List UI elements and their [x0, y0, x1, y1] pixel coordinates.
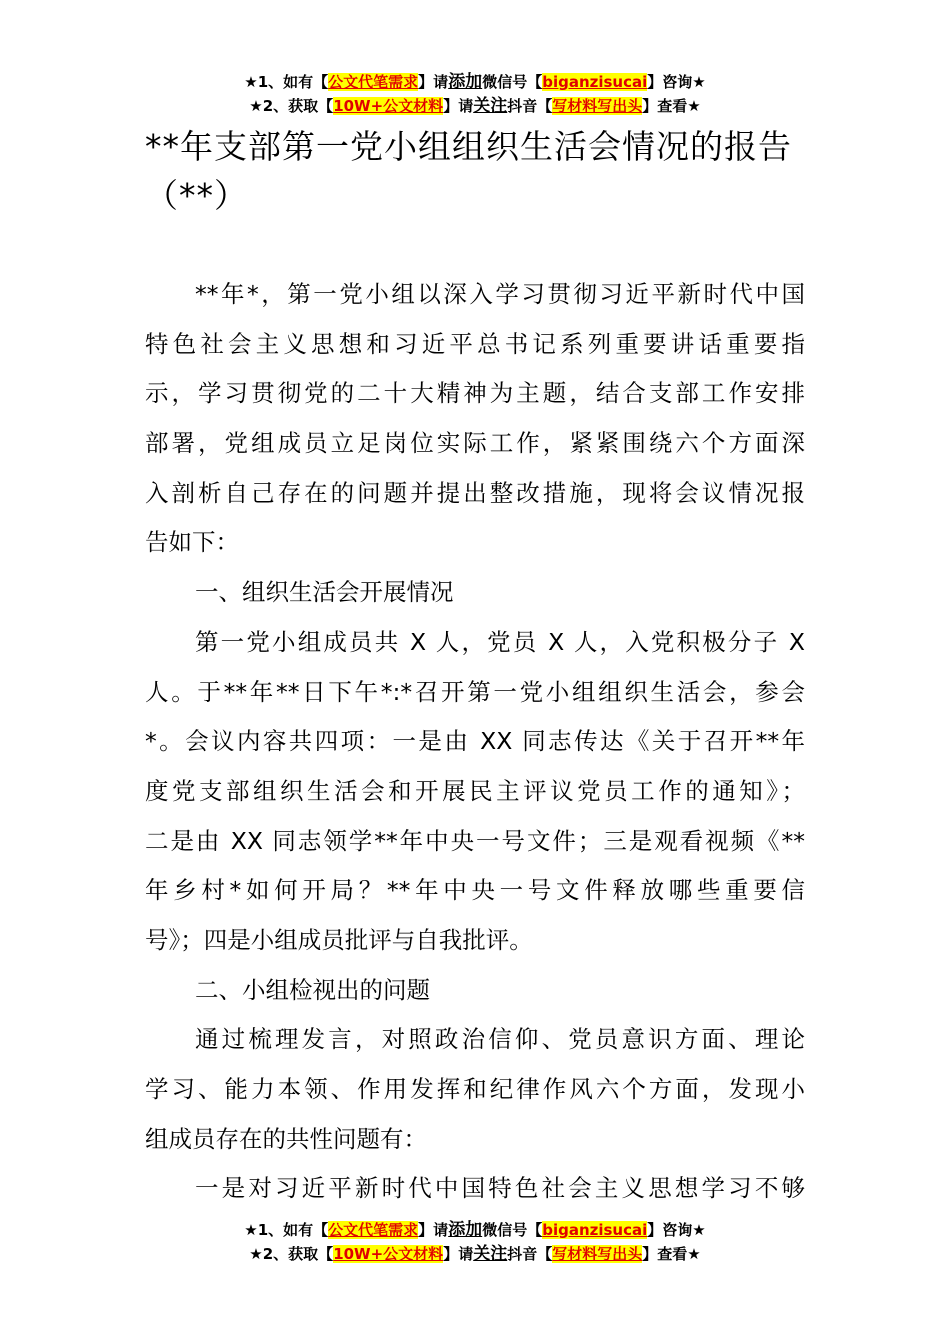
promo-highlight: 公文代笔需求 — [328, 73, 419, 91]
document-body — [145, 270, 805, 1214]
paragraph-line: 第一党小组成员共 X 人，党员 X 人，入党积极分子 X — [195, 627, 805, 656]
paragraph-line: 学习、能力本领、作用发挥和纪律作风六个方面，发现小 — [145, 1075, 805, 1103]
promo-footer — [0, 1218, 950, 1266]
paragraph-line: 人。于**年**日下午*:*召开第一党小组组织生活会，参会 — [145, 677, 805, 706]
paragraph-line: *。会议内容共四项：一是由 XX 同志传达《关于召开**年 — [145, 727, 805, 756]
promo-douyin-id: 写材料写出头 — [552, 97, 643, 115]
promo-text: 】请 — [418, 1221, 449, 1239]
paragraph-line: 部署，党组成员立足岗位实际工作，紧紧围绕六个方面深 — [145, 429, 805, 458]
promo-text: ★1、如有【 — [244, 73, 329, 91]
promo-emphasis: 关注 — [473, 96, 508, 116]
paragraph-line: 特色社会主义思想和习近平总书记系列重要讲话重要指 — [145, 329, 805, 358]
promo-line-1 — [0, 70, 950, 94]
document-title: **年支部第一党小组组织生活会情况的报告（**） — [145, 127, 792, 215]
promo-text: 】请 — [443, 1245, 474, 1263]
paragraph-line: 一、组织生活会开展情况 — [195, 578, 454, 607]
promo-highlight: 10W+公文材料 — [333, 97, 444, 115]
paragraph-line: 示，学习贯彻党的二十大精神为主题，结合支部工作安排 — [145, 379, 805, 408]
paragraph-line: 通过梳理发言，对照政治信仰、党员意识方面、理论 — [195, 1025, 805, 1054]
promo-text: 】咨询★ — [647, 73, 706, 91]
promo-line-2 — [0, 94, 950, 118]
paragraph-line: 度党支部组织生活会和开展民主评议党员工作的通知》； — [145, 776, 805, 805]
promo-text: 】查看★ — [642, 97, 701, 115]
paragraph-line: 入剖析自己存在的问题并提出整改措施，现将会议情况报 — [145, 478, 805, 507]
paragraph-line: 一是对习近平新时代中国特色社会主义思想学习不够 — [195, 1174, 805, 1203]
promo-text: ★2、获取【 — [249, 97, 334, 115]
promo-highlight: 10W+公文材料 — [333, 1245, 444, 1263]
promo-text: 抖音【 — [507, 97, 553, 115]
promo-text: 微信号【 — [482, 1221, 543, 1239]
promo-wechat-id: biganzisucai — [542, 73, 648, 91]
promo-emphasis: 关注 — [473, 1244, 508, 1264]
promo-text: ★2、获取【 — [249, 1245, 334, 1263]
promo-line-1 — [0, 1218, 950, 1242]
promo-text: 】查看★ — [642, 1245, 701, 1263]
promo-text: 】咨询★ — [647, 1221, 706, 1239]
paragraph-line: 告如下： — [145, 528, 239, 557]
paragraph — [145, 966, 805, 1016]
promo-text: 】请 — [418, 73, 449, 91]
promo-text: 】请 — [443, 97, 474, 115]
paragraph-line: 二、小组检视出的问题 — [195, 975, 430, 1004]
paragraph-line: **年*，第一党小组以深入学习贯彻习近平新时代中国 — [195, 280, 805, 308]
paragraph — [145, 270, 805, 568]
promo-text: ★1、如有【 — [244, 1221, 329, 1239]
paragraph — [145, 1164, 805, 1214]
paragraph-line: 二是由 XX 同志领学**年中央一号文件；三是观看视频《** — [145, 826, 805, 855]
paragraph-line: 年乡村*如何开局？**年中央一号文件释放哪些重要信 — [145, 876, 805, 905]
promo-wechat-id: biganzisucai — [542, 1221, 648, 1239]
promo-text: 抖音【 — [507, 1245, 553, 1263]
paragraph-line: 组成员存在的共性问题有： — [145, 1124, 427, 1153]
paragraph-line: 号》；四是小组成员批评与自我批评。 — [145, 925, 533, 954]
promo-header — [0, 70, 950, 118]
promo-douyin-id: 写材料写出头 — [552, 1245, 643, 1263]
paragraph — [145, 568, 805, 618]
promo-emphasis: 添加 — [448, 72, 483, 92]
promo-highlight: 公文代笔需求 — [328, 1221, 419, 1239]
paragraph — [145, 618, 805, 966]
promo-text: 微信号【 — [482, 73, 543, 91]
promo-emphasis: 添加 — [448, 1220, 483, 1240]
promo-line-2 — [0, 1242, 950, 1266]
paragraph — [145, 1015, 805, 1164]
